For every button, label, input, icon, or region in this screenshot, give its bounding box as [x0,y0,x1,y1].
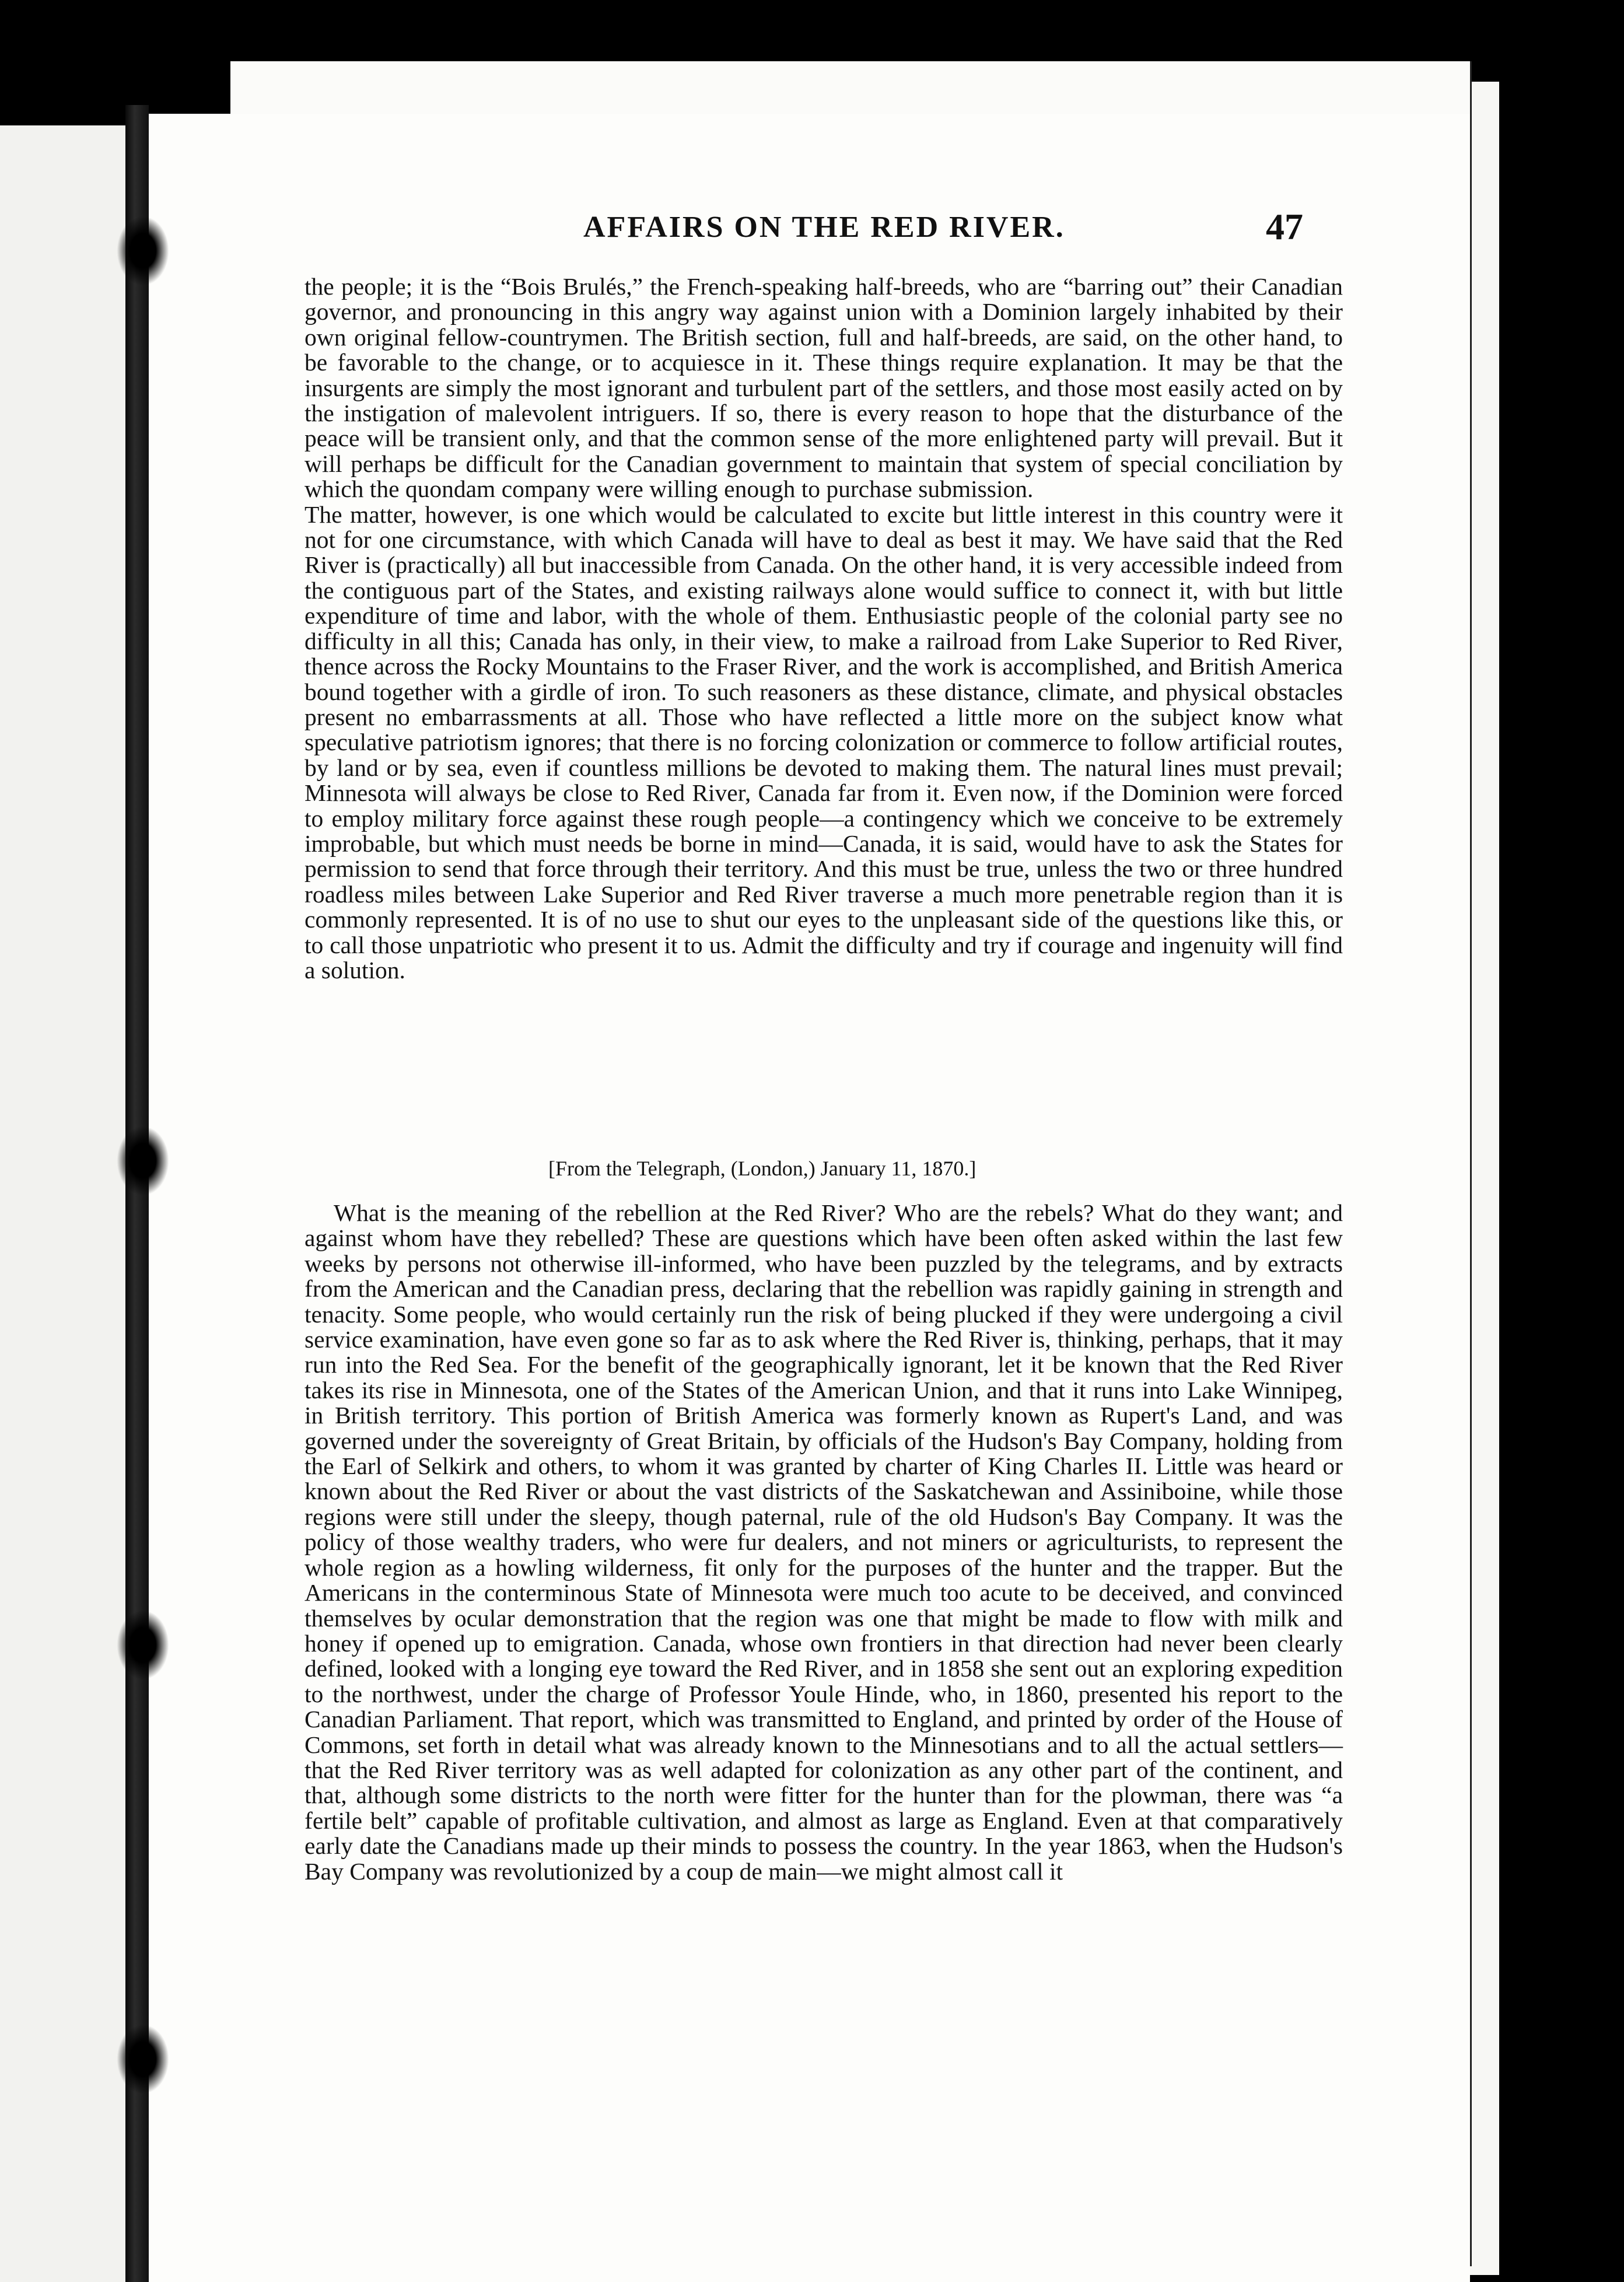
binding-thread-mark [117,2024,169,2094]
source-citation: [From the Telegraph, (London,) January 11, 1870.] [548,1157,977,1180]
running-header: AFFAIRS ON THE RED RIVER. [583,211,1065,244]
binding-thread-mark [117,1126,169,1196]
binding-thread-mark [117,1610,169,1680]
paragraph: The matter, however, is one which would be calculated to excite but little interest in this country were it not for one circumstance, with which Canada will have to deal as best it may. We have said that the Red River is (practically) all but inaccessible from Canada. On the other hand, it is very accessible indeed from the contiguous part of the States, and existing railways alone would suffice to connect it, with but little expenditure of time and labor, with the whole of them. Enthusiastic people of the colonial party see no difficulty in all this; Canada has only, in their view, to make a railroad from Lake Superior to Red River, thence across the Rocky Mountains to the Fraser River, and the work is accomplished, and British America bound together with a girdle of iron. To such reasoners as these distance, climate, and physical obstacles present no embarrassments at all. Those who have reflected a little more on the subject know what speculative patriotism ignores; that there is no forcing colonization or commerce to follow artificial routes, by land or by sea, even if countless millions be devoted to making them. The natural lines must prevail; Minnesota will always be close to Red River, Canada far from it. Even now, if the Dominion were forced to employ military force against these rough people—a contingency which we conceive to be extremely improbable, but which must needs be borne in mind—Canada, it is said, would have to ask the States for permission to send that force through their territory. And this must be true, unless the two or three hundred roadless miles between Lake Superior and Red River traverse a much more penetrable region than it is commonly represented. It is of no use to shut our eyes to the unpleasant side of the questions like this, or to call those unpatriotic who present it to us. Admit the difficulty and try if courage and ingenuity will find a solution. [304,501,1343,984]
paragraph: the people; it is the “Bois Brulés,” the French-speaking half-breeds, who are “barring out” their Canadian governor, and pronouncing in this angry way against union with a Dominion largely inhabited by their own original fellow-countrymen. The British section, full and half-breeds, are said, on the other hand, to be favorable to the change, or to acquiesce in it. These things require explanation. It may be that the insurgents are simply the most ignorant and turbulent part of the settlers, and those most easily acted on by the instigation of malevolent intriguers. If so, there is every reason to hope that the disturbance of the peace will be transient only, and that the common sense of the more enlightened party will prevail. But it will perhaps be difficult for the Canadian government to maintain that system of special conciliation by which the quondam company were willing enough to purchase submission. [304,273,1343,503]
facing-page-sliver [0,125,140,2282]
binding-thread-mark [117,216,169,286]
article-continuation [304,274,1343,983]
page-number: 47 [1266,206,1303,247]
telegraph-article [304,1200,1343,1884]
paragraph: What is the meaning of the rebellion at the Red River? Who are the rebels? What do they want; and against whom have they rebelled? These are questions which have been often asked within the last few weeks by persons not otherwise ill-informed, who have been puzzled by the telegrams, and by extracts from the American and the Canadian press, declaring that the rebellion was rapidly gaining in strength and tenacity. Some people, who would certainly run the risk of being plucked if they were undergoing a civil service examination, have even gone so far as to ask where the Red River is, thinking, perhaps, that it may run into the Red Sea. For the benefit of the geographically ignorant, let it be known that the Red River takes its rise in Minnesota, one of the States of the American Union, and that it runs into Lake Winnipeg, in British territory. This portion of British America was formerly known as Rupert's Land, and was governed under the sovereignty of Great Britain, by officials of the Hudson's Bay Company, holding from the Earl of Selkirk and others, to whom it was granted by charter of King Charles II. Little was heard or known about the Red River or about the vast districts of the Saskatchewan and Assiniboine, while those regions were still under the sleepy, though paternal, rule of the old Hudson's Bay Company. It was the policy of those wealthy traders, who were fur dealers, and not miners or agriculturists, to represent the whole region as a howling wilderness, fit only for the purposes of the hunter and the trapper. But the Americans in the conterminous State of Minnesota were much too acute to be deceived, and convinced themselves by ocular demonstration that the region was one that might be made to flow with milk and honey if opened up to emigration. Canada, whose own frontiers in that direction had never been clearly defined, looked with a longing eye toward the Red River, and in 1858 she sent out an exploring expedition to the northwest, under the charge of Professor Youle Hinde, who, in 1860, presented his report to the Canadian Parliament. That report, which was transmitted to England, and printed by order of the House of Commons, set forth in detail what was already known to the Minnesotians and to all the actual settlers—that the Red River territory was as well adapted for colonization as any other part of the continent, and that, although some districts to the north were fitter for the hunter than for the plowman, there was “a fertile belt” capable of profitable cultivation, and almost as large as England. Even at that comparatively early date the Canadians made up their minds to possess the country. In the year 1863, when the Hudson's Bay Company was revolutionized by a coup de main—we might almost call it [304,1199,1343,1885]
